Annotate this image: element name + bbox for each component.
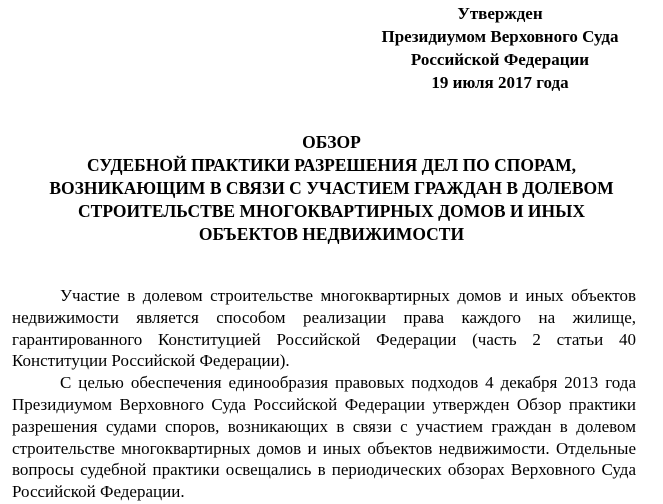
approval-line-federation: Российской Федерации	[410, 50, 590, 69]
document-body	[12, 285, 636, 503]
title-line-2: СУДЕБНОЙ ПРАКТИКИ РАЗРЕШЕНИЯ ДЕЛ ПО СПОРАМ,	[86, 155, 577, 175]
title-line-1: ОБЗОР	[302, 132, 361, 152]
title-line-4: СТРОИТЕЛЬСТВЕ МНОГОКВАРТИРНЫХ ДОМОВ И ИНЫХ	[78, 201, 585, 221]
approval-line-approved: Утвержден	[457, 4, 543, 23]
approval-block	[340, 2, 660, 94]
document-title	[0, 131, 663, 246]
approval-line-date: 19 июля 2017 года	[431, 73, 569, 92]
title-line-5: ОБЪЕКТОВ НЕДВИЖИМОСТИ	[198, 224, 465, 244]
body-paragraph-2: С целью обеспечения единообразия правовых подходов 4 декабря 2013 года Президиумом Верховного Суда Российской Федерации утвержден Обзор практики разрешения судами споров, возникающих в связи с участием граждан в долевом строительстве многоквартирных домов и иных объектов недвижимости. Отдельные вопросы судебной практики освещались в периодических обзорах Верховного Суда Российской Федерации.	[12, 373, 636, 502]
title-line-3: ВОЗНИКАЮЩИМ В СВЯЗИ С УЧАСТИЕМ ГРАЖДАН В ДОЛЕВОМ	[49, 178, 614, 198]
body-paragraph-1: Участие в долевом строительстве многоквартирных домов и иных объектов недвижимости является способом реализации права каждого на жилище, гарантированного Конституцией Российской Федерации (часть 2 статьи 40 Конституции Российской Федерации).	[12, 286, 636, 371]
approval-line-presidium: Президиумом Верховного Суда	[381, 27, 619, 46]
